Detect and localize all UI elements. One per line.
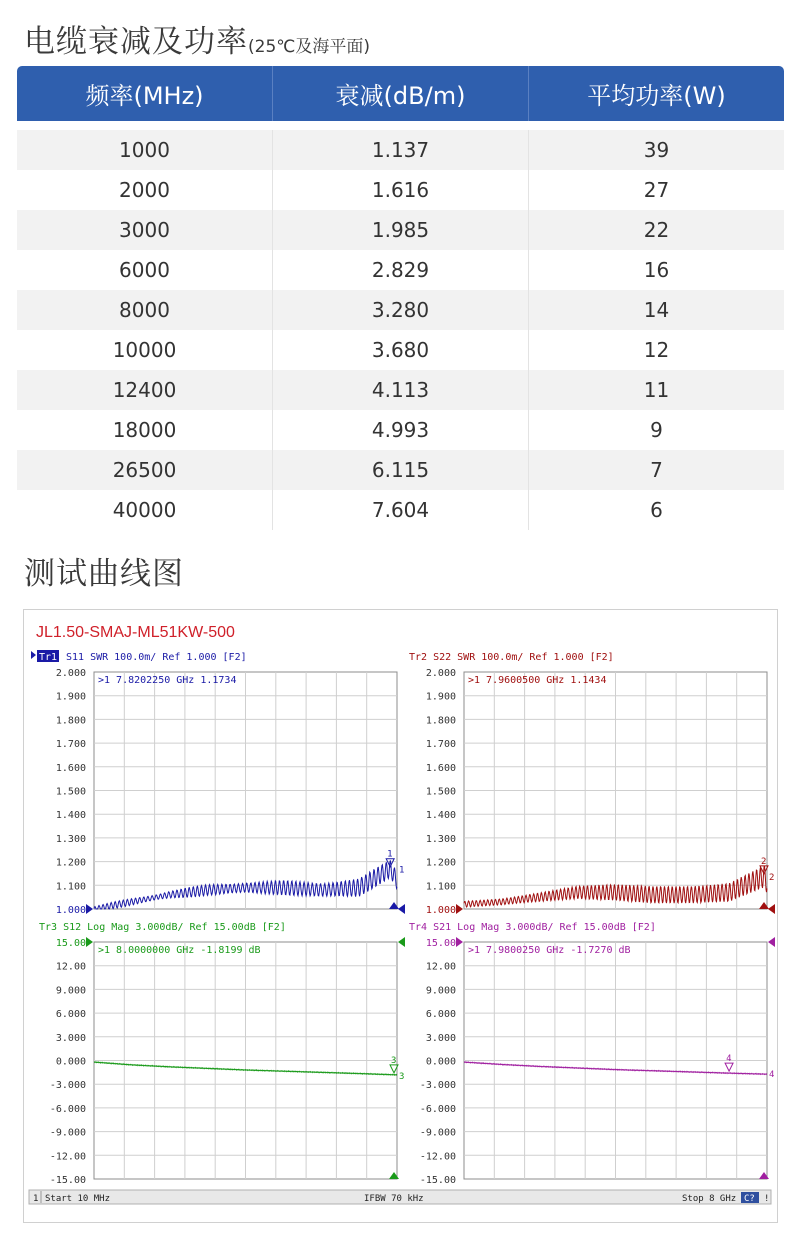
attenuation-cell: 1.137: [273, 130, 529, 170]
header-frequency: 频率(MHz): [17, 66, 273, 121]
power-cell: 16: [643, 258, 670, 282]
trace-id: Tr1: [39, 652, 58, 663]
frequency-cell: 3000: [17, 210, 273, 250]
y-tick-label: 1.400: [55, 810, 86, 822]
status-start: Start 10 MHz: [45, 1194, 111, 1204]
y-tick-label: 3.000: [425, 1032, 456, 1044]
y-tick-label: 9.000: [425, 985, 456, 997]
table-body: [17, 130, 784, 530]
active-trace-arrow-icon: [31, 651, 36, 659]
trace-header: Tr3 S12 Log Mag 3.000dB/ Ref 15.00dB [F2]: [39, 922, 286, 933]
attenuation-cell: 6.115: [273, 450, 529, 490]
attenuation-cell: 1.985: [273, 210, 529, 250]
reference-level-left-icon: [456, 904, 463, 914]
vna-screen: [23, 609, 778, 1223]
y-tick-label: 1.800: [425, 715, 456, 727]
frequency-cell: 40000: [17, 490, 273, 530]
y-tick-label: -3.000: [419, 1080, 456, 1092]
y-tick-label: -6.000: [419, 1103, 456, 1115]
frequency-cell: 12400: [17, 370, 273, 410]
y-tick-label: 1.300: [55, 833, 86, 845]
attenuation-cell: 3.680: [273, 330, 529, 370]
status-flag: !: [764, 1194, 770, 1204]
spec-title-condition: (25℃及海平面): [248, 37, 370, 57]
y-tick-label: 12.00: [55, 961, 86, 973]
power-cell: 14: [643, 298, 670, 322]
status-ifbw: IFBW 70 kHz: [364, 1194, 424, 1204]
y-tick-label: 9.000: [55, 985, 86, 997]
attenuation-cell: 1.616: [273, 170, 529, 210]
table-row: [17, 330, 784, 370]
y-tick-label: 15.00: [425, 938, 456, 949]
power-cell: 9: [650, 418, 663, 442]
y-tick-label: 1.800: [55, 715, 86, 727]
y-tick-label: -3.000: [49, 1080, 86, 1092]
y-tick-label: 1.000: [425, 905, 456, 916]
power-cell: 39: [643, 138, 670, 162]
y-tick-label: 1.200: [425, 857, 456, 869]
frequency-cell: 10000: [17, 330, 273, 370]
header-power: 平均功率(W): [587, 82, 726, 110]
marker-readout: >1 7.8202250 GHz 1.1734: [98, 675, 237, 686]
reference-level-icon: [768, 937, 775, 947]
y-tick-label: 3.000: [55, 1032, 86, 1044]
y-tick-label: 12.00: [425, 961, 456, 973]
power-cell: 12: [643, 338, 670, 362]
y-tick-label: 2.000: [55, 668, 86, 679]
attenuation-cell: 3.280: [273, 290, 529, 330]
reference-level-icon: [768, 904, 775, 914]
y-tick-label: -12.00: [49, 1151, 86, 1163]
power-cell: 22: [643, 218, 670, 242]
power-cell: 11: [643, 378, 670, 402]
table-row: [17, 410, 784, 450]
table-row: [17, 290, 784, 330]
table-row: [17, 370, 784, 410]
y-tick-label: 1.100: [55, 881, 86, 893]
attenuation-cell: 7.604: [273, 490, 529, 530]
y-tick-label: 2.000: [425, 668, 456, 679]
y-tick-label: 1.000: [55, 905, 86, 916]
y-tick-label: -9.000: [419, 1127, 456, 1139]
y-tick-label: 1.700: [425, 739, 456, 751]
status-stop: Stop 8 GHz: [682, 1194, 737, 1204]
spec-section-title: [24, 16, 370, 61]
y-tick-label: 1.200: [55, 857, 86, 869]
trace-header: Tr2 S22 SWR 100.0m/ Ref 1.000 [F2]: [409, 652, 614, 663]
y-tick-label: -12.00: [419, 1151, 456, 1163]
frequency-cell: 2000: [17, 170, 273, 210]
curves-section-title: 测试曲线图: [24, 556, 184, 592]
status-channel: 1: [33, 1194, 39, 1204]
power-cell: 27: [643, 178, 670, 202]
marker-number: 1: [387, 849, 393, 860]
marker-number: 2: [761, 856, 767, 867]
marker-side-number: 4: [769, 1070, 775, 1081]
y-tick-label: 15.00: [55, 938, 86, 949]
status-cal-text: C?: [744, 1194, 755, 1204]
y-tick-label: -15.00: [49, 1175, 86, 1186]
vna-plots: [24, 610, 777, 1222]
y-tick-label: 1.300: [425, 833, 456, 845]
power-cell: 6: [650, 498, 663, 522]
y-tick-label: 6.000: [425, 1009, 456, 1021]
reference-level-icon: [398, 937, 405, 947]
reference-level-left-icon: [86, 937, 93, 947]
y-tick-label: 1.700: [55, 739, 86, 751]
y-tick-label: -9.000: [49, 1127, 86, 1139]
attenuation-cell: 2.829: [273, 250, 529, 290]
y-tick-label: 1.900: [425, 691, 456, 703]
y-tick-label: 0.000: [55, 1056, 86, 1068]
frequency-cell: 8000: [17, 290, 273, 330]
marker-number: 4: [726, 1054, 732, 1065]
y-tick-label: 1.600: [425, 762, 456, 774]
trace-header: S11 SWR 100.0m/ Ref 1.000 [F2]: [66, 652, 247, 663]
table-row: [17, 450, 784, 490]
table-row: [17, 250, 784, 290]
y-tick-label: 1.500: [425, 786, 456, 798]
table-header: [17, 66, 784, 121]
frequency-cell: 6000: [17, 250, 273, 290]
marker-side-number: 3: [399, 1071, 405, 1082]
y-tick-label: 1.900: [55, 691, 86, 703]
y-tick-label: -15.00: [419, 1175, 456, 1186]
frequency-cell: 1000: [17, 130, 273, 170]
table-row: [17, 490, 784, 530]
y-tick-label: 1.600: [55, 762, 86, 774]
y-tick-label: 1.400: [425, 810, 456, 822]
frequency-cell: 26500: [17, 450, 273, 490]
model-label: JL1.50-SMAJ-ML51KW-500: [36, 624, 235, 641]
attenuation-cell: 4.993: [273, 410, 529, 450]
header-attenuation: 衰减(dB/m): [273, 66, 529, 121]
marker-readout: >1 7.9800250 GHz -1.7270 dB: [468, 945, 631, 956]
marker-number: 3: [391, 1055, 397, 1066]
marker-readout: >1 7.9600500 GHz 1.1434: [468, 675, 607, 686]
frequency-cell: 18000: [17, 410, 273, 450]
table-row: [17, 210, 784, 250]
reference-level-left-icon: [456, 937, 463, 947]
attenuation-cell: 4.113: [273, 370, 529, 410]
y-tick-label: 1.500: [55, 786, 86, 798]
y-tick-label: 1.100: [425, 881, 456, 893]
y-tick-label: -6.000: [49, 1103, 86, 1115]
table-row: [17, 130, 784, 170]
table-row: [17, 170, 784, 210]
reference-level-left-icon: [86, 904, 93, 914]
marker-side-number: 1: [399, 865, 405, 876]
trace-header: Tr4 S21 Log Mag 3.000dB/ Ref 15.00dB [F2]: [409, 922, 656, 933]
marker-side-number: 2: [769, 872, 775, 883]
reference-level-icon: [398, 904, 405, 914]
power-cell: 7: [650, 458, 663, 482]
marker-readout: >1 8.0000000 GHz -1.8199 dB: [98, 945, 261, 956]
spec-title-main: 电缆衰减及功率: [24, 24, 248, 60]
y-tick-label: 6.000: [55, 1009, 86, 1021]
y-tick-label: 0.000: [425, 1056, 456, 1068]
attenuation-power-table: [17, 66, 784, 530]
